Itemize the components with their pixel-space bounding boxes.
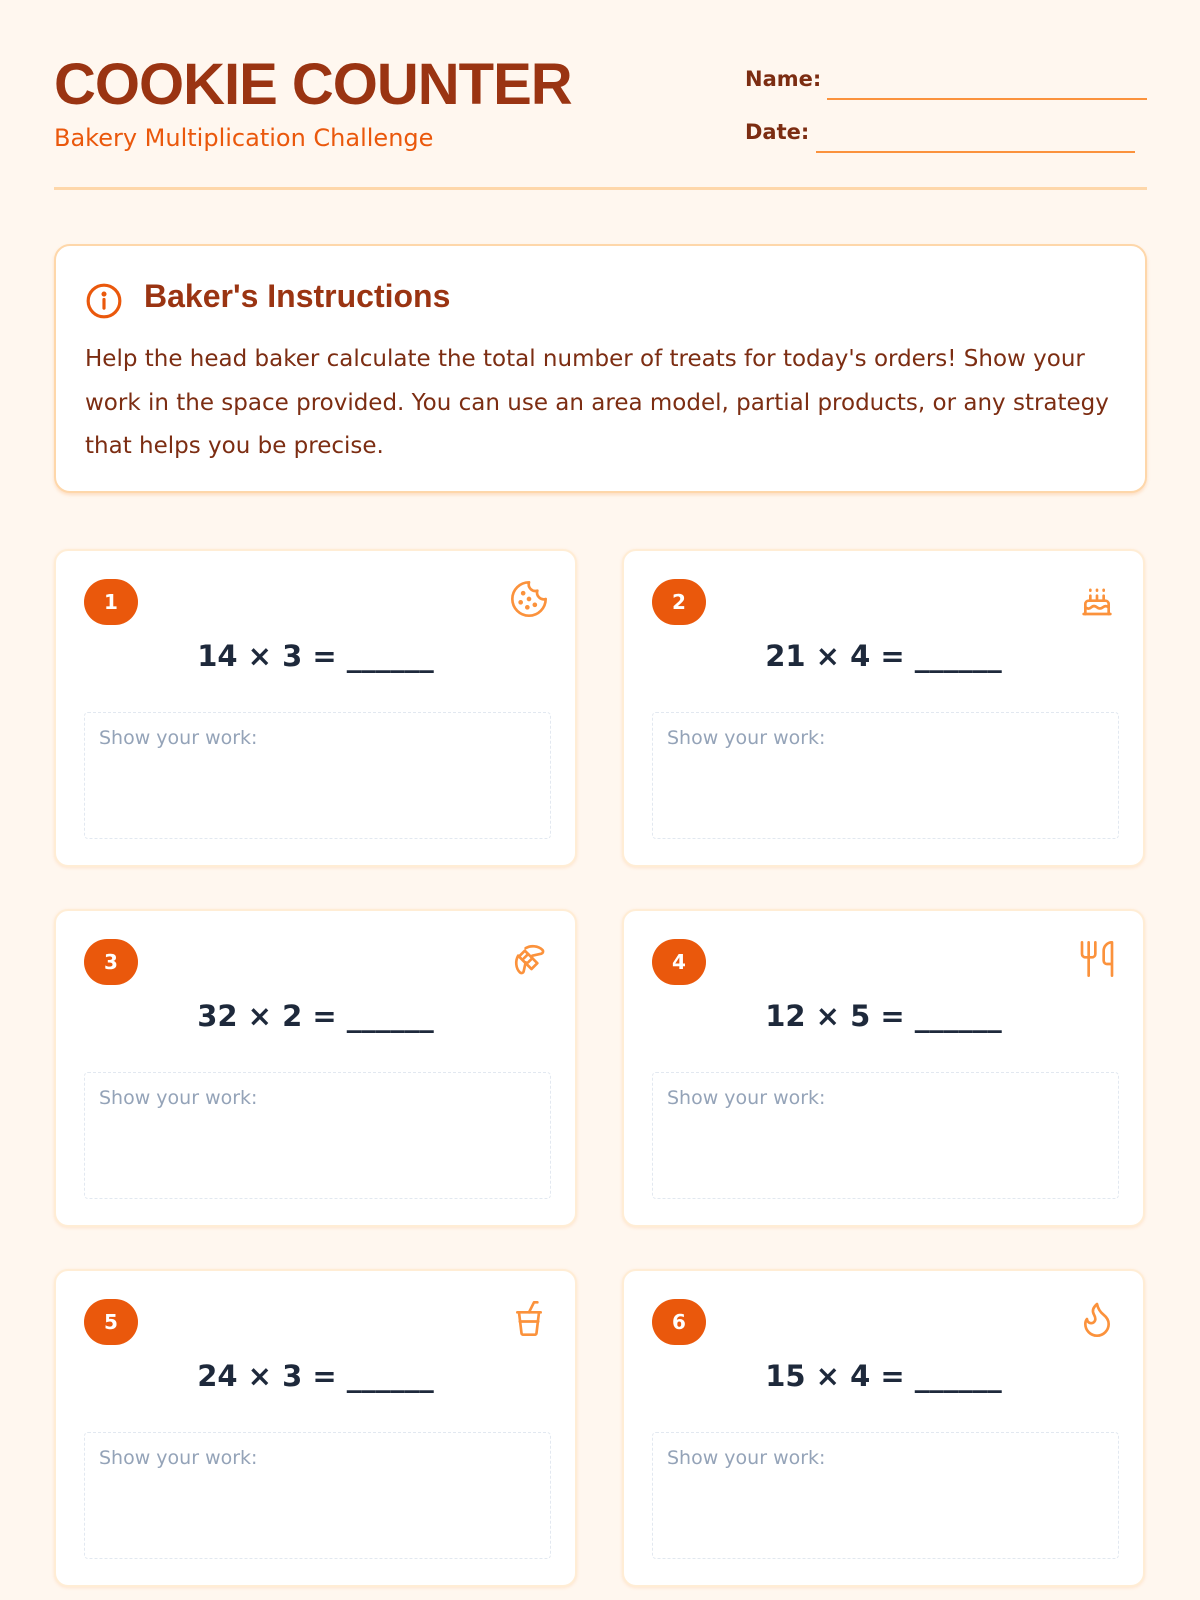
work-area-label: Show your work: (99, 727, 258, 749)
problem-card-2 (622, 549, 1145, 867)
cookie-icon (509, 579, 549, 619)
problem-card-3 (54, 909, 577, 1227)
date-field[interactable] (816, 151, 1135, 153)
flame-icon (1077, 1299, 1117, 1339)
instructions-panel (54, 244, 1147, 493)
work-area-label: Show your work: (667, 1447, 826, 1469)
work-area-label: Show your work: (667, 727, 826, 749)
problem-equation: 21 × 4 = ______ (765, 639, 1002, 673)
utensils-icon (1077, 939, 1117, 979)
cup-icon (509, 1299, 549, 1339)
problem-card-5 (54, 1269, 577, 1587)
problem-number-badge: 4 (652, 939, 706, 985)
work-area[interactable] (652, 1432, 1119, 1559)
problem-equation: 12 × 5 = ______ (765, 999, 1002, 1033)
name-label: Name: (745, 67, 822, 91)
work-area-label: Show your work: (667, 1087, 826, 1109)
info-icon (85, 282, 123, 320)
instructions-text: Help the head baker calculate the total number of treats for today's orders! Show your work in the space provided. You can use an area model, partial products, or any strategy that helps you be precise. (85, 346, 1109, 459)
problem-number-badge: 1 (84, 579, 138, 625)
problem-equation: 24 × 3 = ______ (197, 1359, 434, 1393)
work-area-label: Show your work: (99, 1447, 258, 1469)
page-subtitle: Bakery Multiplication Challenge (54, 124, 434, 152)
problem-card-1 (54, 549, 577, 867)
date-label: Date: (745, 120, 810, 144)
work-area[interactable] (84, 1432, 551, 1559)
croissant-icon (509, 939, 549, 979)
page-title: COOKIE COUNTER (54, 52, 572, 117)
problem-equation: 32 × 2 = ______ (197, 999, 434, 1033)
problem-number-badge: 3 (84, 939, 138, 985)
work-area[interactable] (652, 712, 1119, 839)
work-area[interactable] (84, 712, 551, 839)
cake-icon (1077, 579, 1117, 619)
name-field[interactable] (827, 98, 1147, 100)
problem-equation: 15 × 4 = ______ (765, 1359, 1002, 1393)
instructions-heading: Baker's Instructions (144, 278, 451, 314)
work-area[interactable] (652, 1072, 1119, 1199)
problem-card-6 (622, 1269, 1145, 1587)
problem-number-badge: 6 (652, 1299, 706, 1345)
work-area-label: Show your work: (99, 1087, 258, 1109)
work-area[interactable] (84, 1072, 551, 1199)
problem-card-4 (622, 909, 1145, 1227)
problem-number-badge: 2 (652, 579, 706, 625)
problem-equation: 14 × 3 = ______ (197, 639, 434, 673)
header-divider (54, 187, 1147, 190)
problem-number-badge: 5 (84, 1299, 138, 1345)
